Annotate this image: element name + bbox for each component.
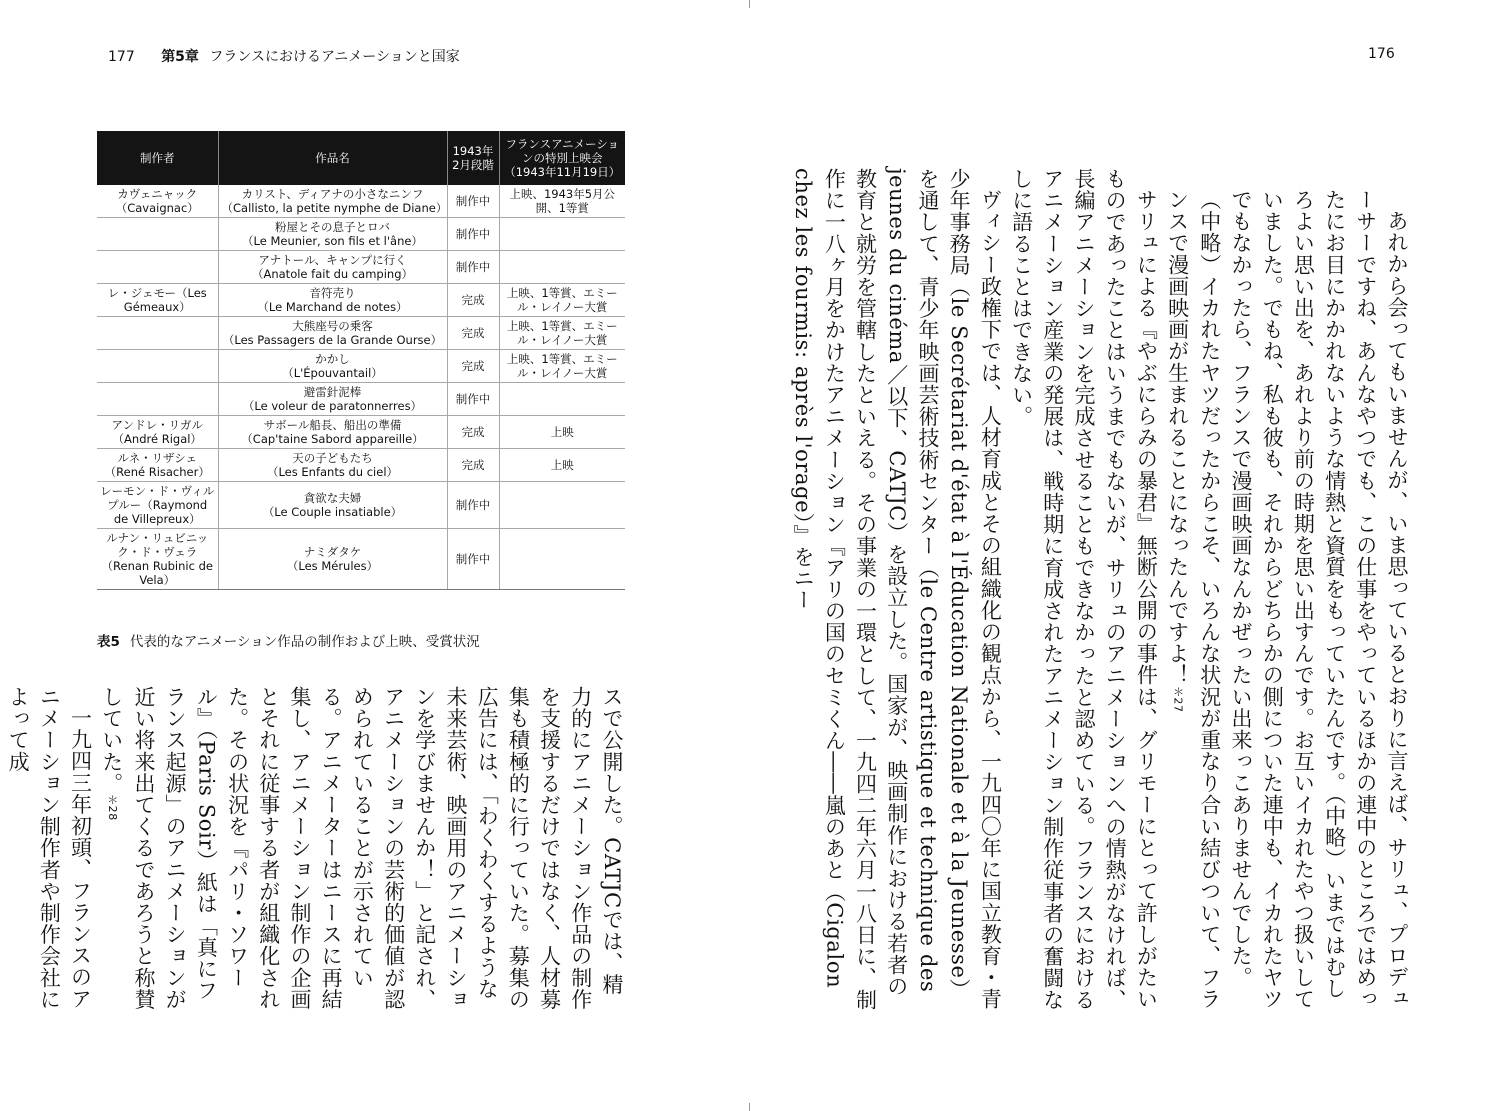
right-body-text [791, 168, 1412, 1016]
right-paragraph-3: ヴィシー政権下では、人材育成とその組織化の観点から、一九四〇年に国立教育・青少年事務局（le Secrétariat d'état à l'Éducation Nationale et à la Jeunesse）を通して、青少年映画芸術技術センター（le Centre artistique et technique des jeunes du cinéma／以下、CATJC）を設立した。国家が、映画制作における若者の教育と就労を管轄したといえる。その事業の一環として、一九四二年六月一八日に、制作に一八ヶ月をかけたアニメーション『アリの国のセミくん――嵐のあと（Cigalon chez les fourmis: après l'orage）』をニー [791, 168, 1003, 1011]
title-japanese: 天の子どもたち [292, 451, 373, 466]
left-paragraph-2: 一九四三年初頭、フランスのアニメーション制作者や制作会社によって成 [6, 686, 93, 1010]
table-row [97, 416, 625, 449]
cell-screening [499, 529, 625, 590]
cell-producer: カヴェニャック（Cavaignac） [97, 185, 218, 218]
left-paragraph-1: スで公開した。CATJCでは、精力的にアニメーション作品の制作を支援するだけではなく、人材募集も積極的に行っていた。募集の広告には、「わくわくするような未来芸術、映画用のアニメーションを学びませんか！」と記され、アニメーションの芸術的価値が認められていることが示されている。アニメーターはニースに再結集し、アニメーション制作の企画とそれに従事する者が組織化された。その状況を『パリ・ソワール』（Paris Soir）紙は「真にフランス起源」のアニメーションが近い将来出てくるであろうと称賛していた。＊28 [99, 686, 624, 1010]
cell-title [218, 317, 447, 350]
cell-screening: 上映、1等賞、エミール・レイノー大賞 [499, 350, 625, 383]
title-japanese: 大熊座号の乗客 [292, 319, 373, 334]
title-french: （Anatole fait du camping） [251, 267, 414, 282]
title-french: （Le voleur de paratonnerres） [242, 399, 423, 414]
cell-status: 完成 [447, 449, 499, 482]
cell-screening: 上映、1等賞、エミール・レイノー大賞 [499, 284, 625, 317]
cell-status: 制作中 [447, 251, 499, 284]
title-french: （Les Enfants du ciel） [266, 465, 399, 480]
right-paragraph-2: サリュによる『やぶにらみの暴君』無断公開の事件は、グリモーにとって許しがたいものであったことはいうまでもないが、サリュのアニメーションへの情熱がなければ、長編アニメーションを完成させることもできなかったと認めている。フランスにおけるアニメーション産業の発展は、戦時期に育成されたアニメーション制作従事者の奮闘なしに語ることはできない。 [1009, 168, 1159, 1011]
table-header-row [97, 131, 625, 185]
table-row [97, 251, 625, 284]
title-french: （Callisto, la petite nymphe de Diane） [221, 201, 448, 216]
title-japanese: カリスト、ディアナの小さなニンフ [241, 187, 424, 201]
header-producer: 制作者 [97, 131, 218, 185]
cell-status: 完成 [447, 284, 499, 317]
chapter-number: 第5章 [161, 49, 199, 65]
title-japanese: ナミダタケ [303, 545, 362, 560]
cell-producer [97, 218, 218, 251]
right-quote-paragraph: あれから会ってもいませんが、いま思っているとおりに言えば、サリュ、プロデューサーですね、あんなやつでも、この仕事をやっているほかの連中のところではめったにお目にかかれないような情熱と資質をもっていたんです。（中略）いまではむしろよい思い出を、あれより前の時期を思い出すんです。お互いイカれたやつ扱いしていました。でもね、私も彼も、それからどちらかの側についた連中も、イカれたヤツでもなかったら、フランスで漫画映画なんかぜったい出来っこありませんでした。（中略）イカれたヤツだったからこそ、いろんな状況が重なり合い結びついて、フランスで漫画映画が生まれることになったんですよ！＊27 [1165, 189, 1409, 1010]
title-french: （Le Couple insatiable） [262, 505, 403, 520]
title-french: （L'Épouvantail） [282, 366, 383, 381]
cell-title [218, 482, 447, 529]
cell-status: 制作中 [447, 482, 499, 529]
title-japanese: かかし [315, 352, 350, 367]
caption-text: 代表的なアニメーション作品の制作および上映、受賞状況 [129, 634, 480, 650]
title-french: （Le Marchand de notes） [257, 300, 408, 315]
right-page-number: 176 [1368, 46, 1395, 62]
cell-producer [97, 350, 218, 383]
cell-title [218, 529, 447, 590]
chapter-title: フランスにおけるアニメーションと国家 [209, 49, 460, 65]
left-body-text [6, 686, 627, 1016]
left-running-head [108, 46, 460, 66]
table-row [97, 529, 625, 590]
cell-status: 制作中 [447, 529, 499, 590]
table-row [97, 383, 625, 416]
table-row [97, 218, 625, 251]
cell-producer: ルネ・リザシェ（René Risacher） [97, 449, 218, 482]
cell-status: 完成 [447, 416, 499, 449]
cell-status: 完成 [447, 350, 499, 383]
note-ref-27: ＊27 [1171, 685, 1185, 713]
cell-screening: 上映、1943年5月公開、1等賞 [499, 185, 625, 218]
left-page-number: 177 [108, 49, 135, 65]
cell-screening [499, 383, 625, 416]
cell-title [218, 449, 447, 482]
title-french: （Les Mérules） [286, 559, 379, 574]
table-row [97, 482, 625, 529]
title-french: （Les Passagers de la Grande Ourse） [222, 333, 443, 348]
table-row [97, 350, 625, 383]
title-japanese: 粉屋とその息子とロバ [275, 220, 390, 235]
cell-status: 制作中 [447, 218, 499, 251]
cell-title [218, 383, 447, 416]
cell-producer [97, 383, 218, 416]
title-japanese: 貪欲な夫婦 [303, 491, 362, 506]
cell-title [218, 251, 447, 284]
crop-mark-top [749, 0, 750, 8]
title-japanese: サボール船長、船出の準備 [263, 418, 402, 433]
cell-producer [97, 251, 218, 284]
cell-screening [499, 251, 625, 284]
header-status-1943: 1943年2月段階 [447, 131, 499, 185]
table-row [97, 317, 625, 350]
cell-producer: レーモン・ド・ヴィルプルー（Raymond de Villepreux） [97, 482, 218, 529]
cell-screening [499, 482, 625, 529]
title-japanese: 音符売り [309, 286, 356, 301]
cell-title [218, 350, 447, 383]
header-screening: フランスアニメーションの特別上映会（1943年11月19日） [499, 131, 625, 185]
cell-producer [97, 317, 218, 350]
table-caption [97, 630, 480, 650]
table-row [97, 449, 625, 482]
cell-producer: レ・ジェモー（Les Gémeaux） [97, 284, 218, 317]
cell-status: 制作中 [447, 185, 499, 218]
cell-screening: 上映 [499, 416, 625, 449]
table-row [97, 185, 625, 218]
cell-title [218, 284, 447, 317]
header-title: 作品名 [218, 131, 447, 185]
cell-title [218, 218, 447, 251]
cell-producer: アンドレ・リガル（André Rigal） [97, 416, 218, 449]
caption-number: 表5 [97, 634, 120, 650]
cell-status: 制作中 [447, 383, 499, 416]
cell-producer: ルナン・リュビニック・ド・ヴェラ（Renan Rubinic de Vela） [97, 529, 218, 590]
note-ref-28: ＊28 [105, 794, 119, 821]
cell-title [218, 416, 447, 449]
title-japanese: 避雷針泥棒 [303, 385, 362, 400]
title-french: （Cap'taine Sabord appareille） [241, 432, 424, 447]
cell-screening [499, 218, 625, 251]
title-french: （Le Meunier, son fils et l'âne） [242, 234, 423, 249]
cell-title [218, 185, 447, 218]
cell-status: 完成 [447, 317, 499, 350]
animation-works-table [97, 131, 625, 590]
cell-screening: 上映、1等賞、エミール・レイノー大賞 [499, 317, 625, 350]
cell-screening: 上映 [499, 449, 625, 482]
crop-mark-bottom [749, 1103, 750, 1111]
title-japanese: アナトール、キャンプに行く [258, 253, 407, 268]
table-body [97, 185, 625, 590]
table-row [97, 284, 625, 317]
